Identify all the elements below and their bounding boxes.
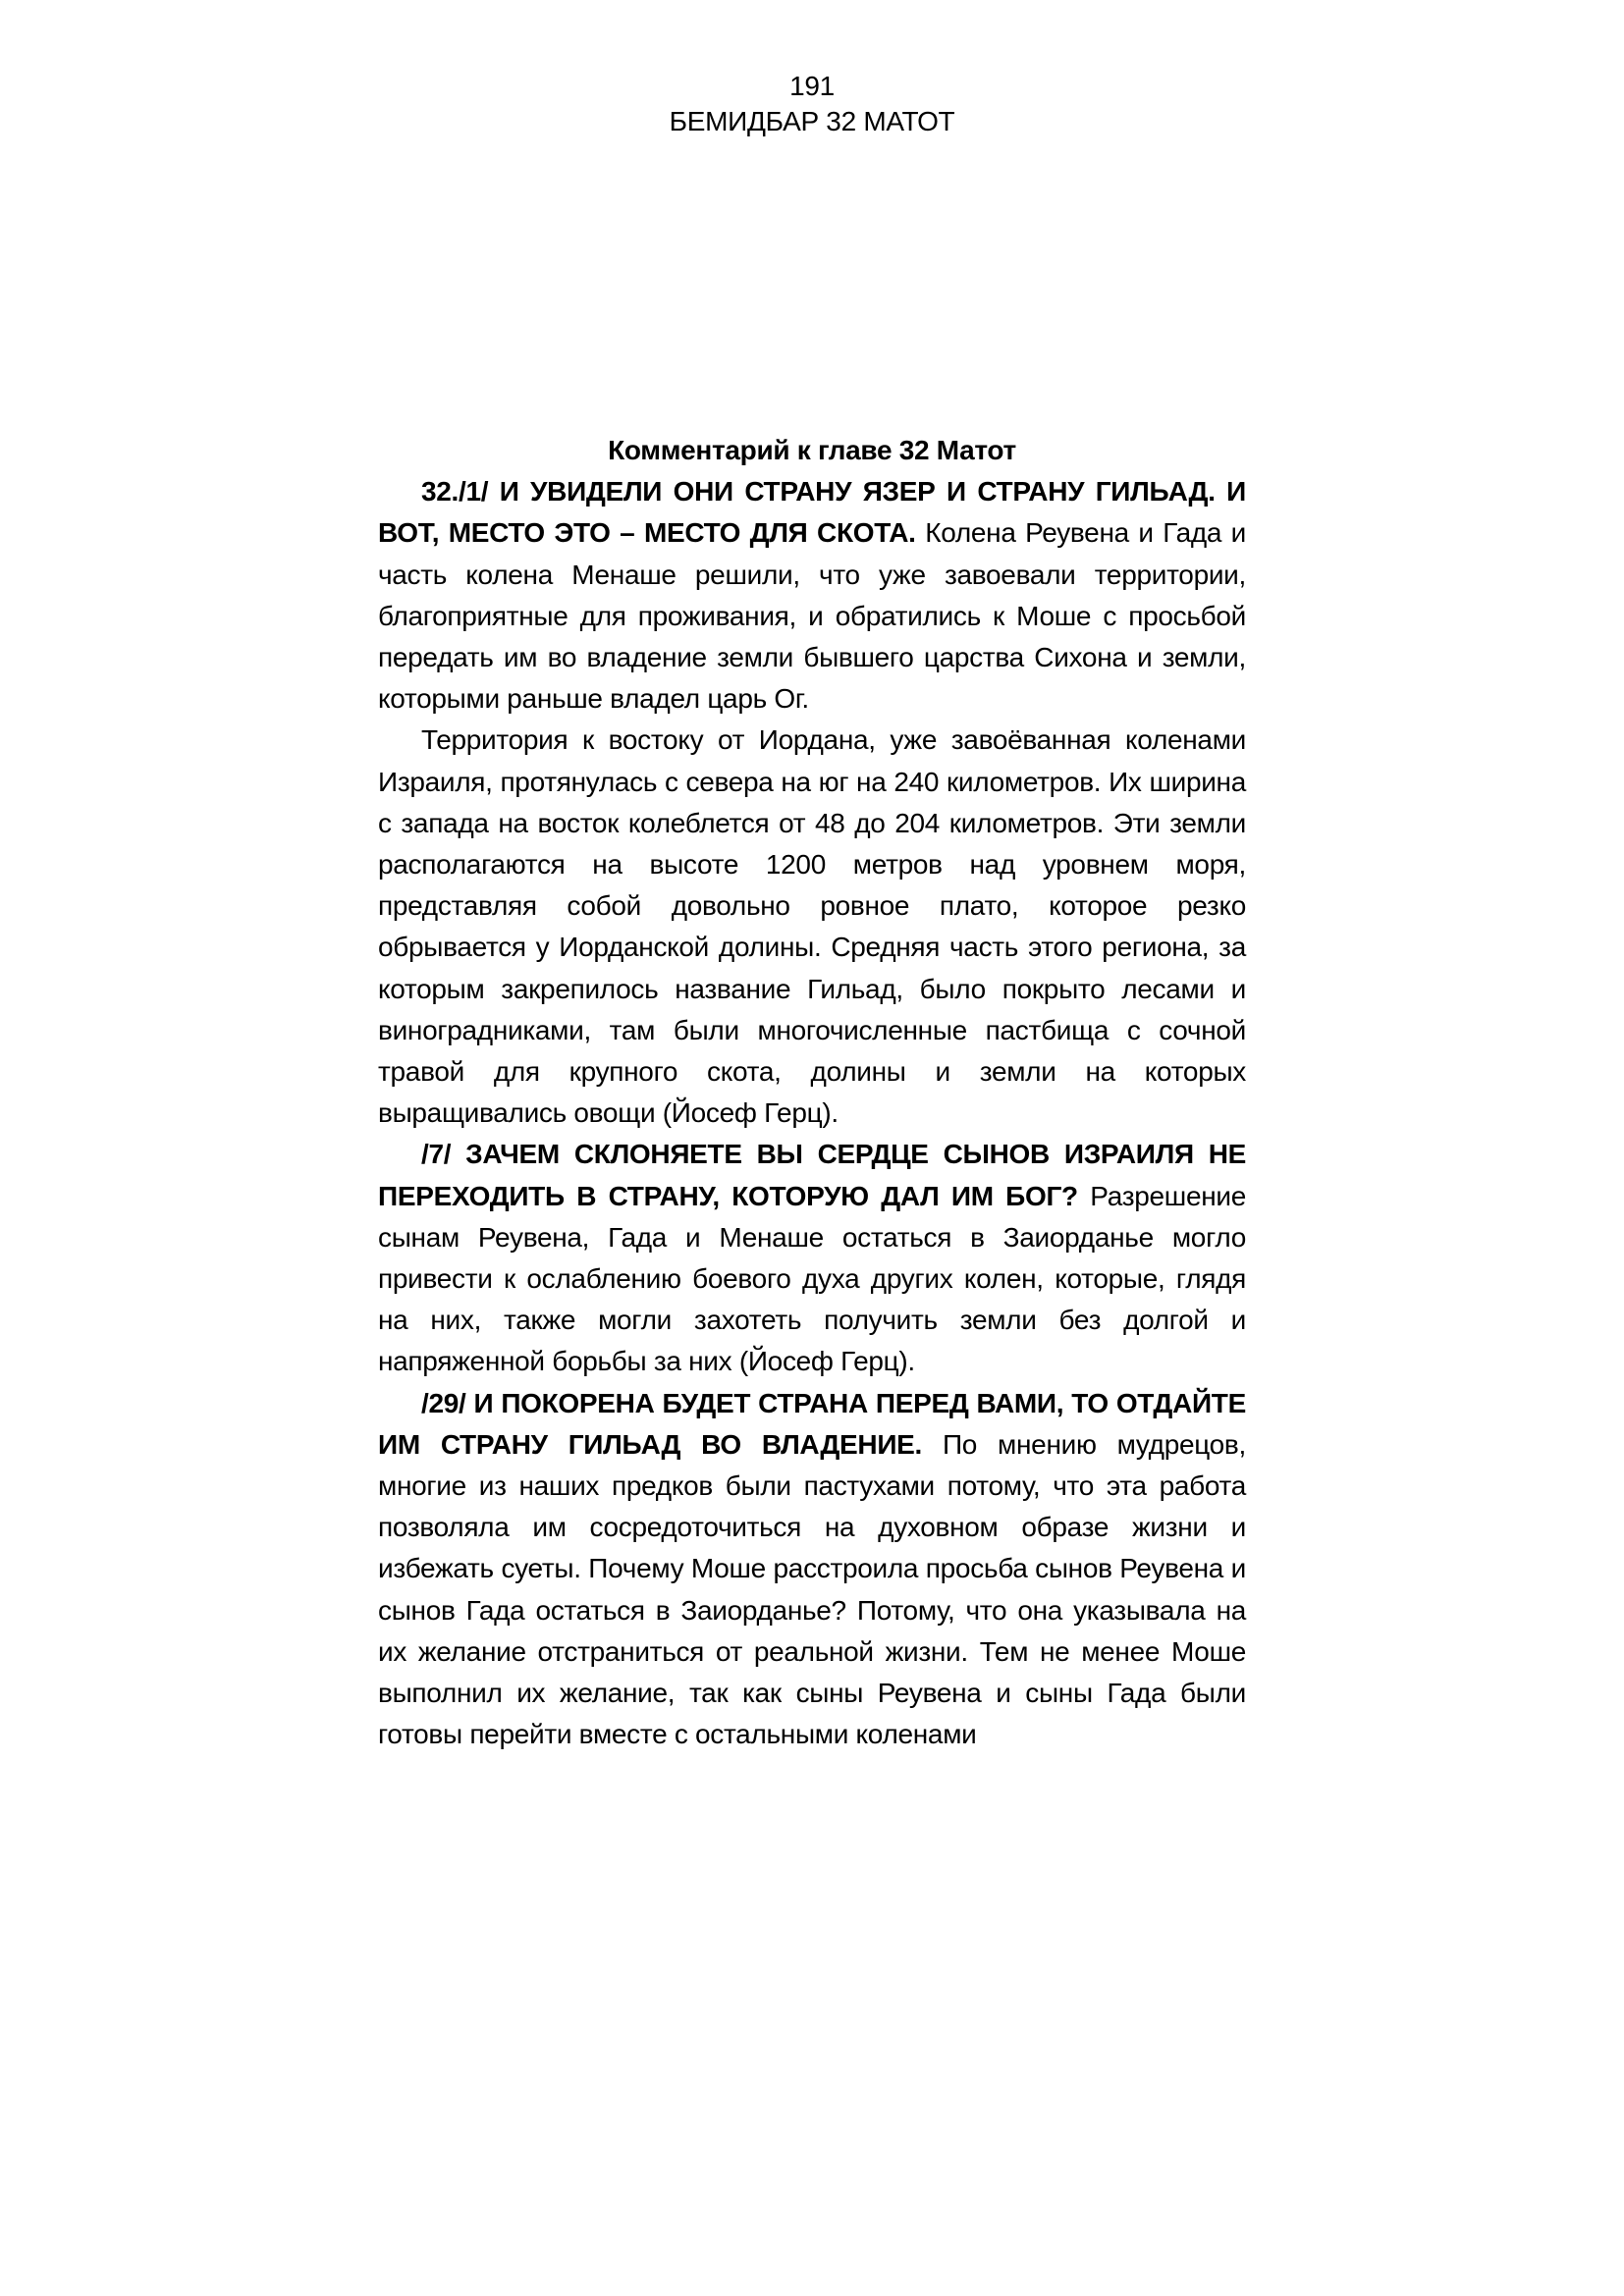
page-head [0,0,1624,139]
paragraph-verse-7 [378,1134,1246,1382]
paragraph-verse-29-text: По мнению мудрецов, многие из наших предков были пастухами потому, что эта работа позволяла им сосредоточиться на духовном образе жизни и избежать суеты. Почему Моше расстроила просьба сынов Реувена и сынов Гада остаться в Заиорданье? Потому, что она указывала на их желание отстраниться от реальной жизни. Тем не менее Моше выполнил их желание, так как сыны Реувена и сыны Гада были готовы перейти вместе с остальными коленами [378,1428,1246,1750]
paragraph-verse-1-text: Колена Реувена и Гада и часть колена Менаше решили, что уже завоевали территории, благоприятные для проживания, и обратились к Моше с просьбой передать им во владение земли бывшего царства Сихона и земли, которыми раньше владел царь Ог. [378,517,1247,715]
paragraph-territory [378,720,1246,1134]
commentary-body [378,430,1246,1756]
paragraph-territory-text: Территория к востоку от Иордана, уже завоёванная коленами Израиля, протянулась с севера на юг на 240 километров. Их ширина с запада на восток колеблется от 48 до 204 километров. Эти земли располагаются на высоте 1200 метров над уровнем моря, представляя собой довольно ровное плато, которое резко обрывается у Иорданской долины. Средняя часть этого региона, за которым закрепилось название Гильад, было покрыто лесами и виноградниками, там были многочисленные пастбища с сочной травой для крупного скота, долины и земли на которых выращивались овощи (Йосеф Герц). [378,724,1246,1129]
paragraph-verse-1-lead: 32./1/ И УВИДЕЛИ ОНИ СТРАНУ ЯЗЕР И СТРАНУ ГИЛЬАД. И ВОТ, МЕСТО ЭТО – МЕСТО ДЛЯ СКОТА. [378,476,1246,549]
paragraph-verse-29 [378,1383,1246,1756]
page-number: 191 [789,71,835,101]
chapter-title: Комментарий к главе 32 Матот [608,435,1016,465]
paragraph-verse-29-lead: /29/ И ПОКОРЕНА БУДЕТ СТРАНА ПЕРЕД ВАМИ, ТО ОТДАЙТЕ ИМ СТРАНУ ГИЛЬАД ВО ВЛАДЕНИЕ. [378,1387,1246,1460]
paragraph-verse-1 [378,471,1246,720]
paragraph-verse-7-lead: /7/ ЗАЧЕМ СКЛОНЯЕТЕ ВЫ СЕРДЦЕ СЫНОВ ИЗРАИЛЯ НЕ ПЕРЕХОДИТЬ В СТРАНУ, КОТОРУЮ ДАЛ ИМ БОГ? [378,1139,1246,1211]
paragraph-verse-7-text: Разрешение сынам Реувена, Гада и Менаше остаться в Заиорданье могло привести к ослаблению боевого духа других колен, которые, глядя на них, также могли захотеть получить земли без долгой и напряженной борьбы за них (Йосеф Герц). [378,1180,1246,1377]
running-header: БЕМИДБАР 32 МАТОТ [669,106,955,136]
